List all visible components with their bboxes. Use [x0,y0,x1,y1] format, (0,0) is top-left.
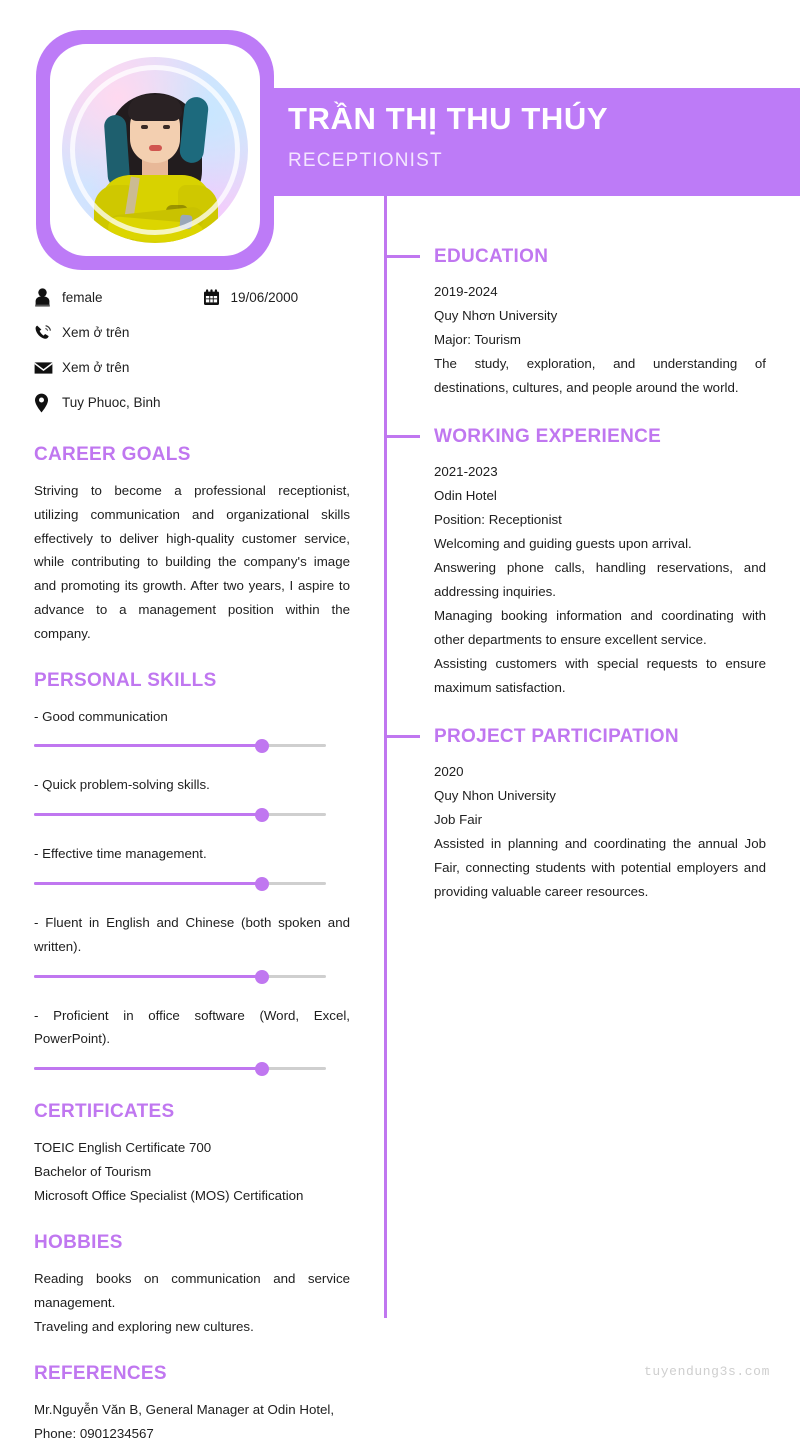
section-dash-icon [386,435,420,438]
contact-row-gender-birthdate [34,280,350,315]
project-description: Assisted in planning and coordinating the annual Job Fair, connecting students with potential employers and providing valuable career resources. [434,836,766,899]
right-column [434,246,766,930]
skill-item [34,773,350,823]
skill-item [34,842,350,892]
skill-slider[interactable] [34,807,326,823]
section-title-personal-skills: PERSONAL SKILLS [34,669,217,691]
section-title-working-experience: WORKING EXPERIENCE [434,426,662,447]
skill-item [34,911,350,985]
section-title-certificates: CERTIFICATES [34,1101,175,1123]
phone-value: Xem ở trên [62,325,130,340]
section-hobbies [34,1232,350,1339]
header-text-block [288,98,608,176]
skill-fill [34,744,262,747]
section-header-project-participation [434,726,766,748]
skill-item [34,705,350,755]
skill-knob[interactable] [255,1062,269,1076]
education-period: 2019-2024 [434,284,498,299]
experience-duty: Managing booking information and coordinating with other departments to ensure excellent service. [434,608,766,647]
contact-row-address [34,385,350,420]
left-column [34,280,350,1446]
skill-label: - Proficient in office software (Word, Excel, PowerPoint). [34,1007,350,1047]
skill-knob[interactable] [255,877,269,891]
skill-label: - Fluent in English and Chinese (both spoken and written). [34,914,350,954]
project-period: 2020 [434,764,464,779]
section-certificates [34,1101,350,1208]
experience-position: Position: Receptionist [434,512,562,527]
gender-value: female [62,290,103,305]
location-pin-icon [34,393,62,413]
skill-fill [34,1067,262,1070]
experience-duty: Answering phone calls, handling reservations, and addressing inquiries. [434,560,766,599]
section-dash-icon [386,735,420,738]
avatar [62,57,248,243]
experience-org: Odin Hotel [434,488,497,503]
hobbies-text: Reading books on communication and service management. [34,1271,350,1310]
reference-line: Phone: 0901234567 [34,1425,154,1441]
experience-period: 2021-2023 [434,464,498,479]
certificate-line: Microsoft Office Specialist (MOS) Certification [34,1188,304,1204]
page-title: TRẦN THỊ THU THÚY [288,101,609,136]
job-title: RECEPTIONIST [288,150,443,171]
section-title-project-participation: PROJECT PARTICIPATION [434,726,679,747]
avatar-ring [70,65,240,235]
section-title-education: EDUCATION [434,246,549,267]
column-divider-line [384,196,387,1318]
skill-fill [34,813,262,816]
section-references [34,1363,350,1446]
skill-slider[interactable] [34,1061,326,1077]
education-major: Major: Tourism [434,332,521,347]
project-name: Job Fair [434,812,483,827]
education-description: The study, exploration, and understanding of destinations, cultures, and people around the world. [434,356,766,395]
contact-row-phone [34,315,350,350]
hobbies-line-2: Traveling and exploring new cultures. [34,1318,254,1334]
career-goals-text: Striving to become a professional receptionist, utilizing communication and organizational skills effectively to deliver high-quality customer service, while contributing to building the company's image and promoting its growth. After two years, I aspire to advance to a management position within the company. [34,483,350,641]
skill-label: - Quick problem-solving skills. [34,777,210,793]
section-education [434,246,766,400]
experience-duty: Welcoming and guiding guests upon arrival. [434,536,692,551]
skill-item [34,1004,350,1078]
section-career-goals [34,444,350,646]
section-title-references: REFERENCES [34,1362,167,1384]
section-header-education [434,246,766,268]
skill-knob[interactable] [255,739,269,753]
section-title-hobbies: HOBBIES [34,1232,123,1254]
section-header-working-experience [434,426,766,448]
certificate-line: TOEIC English Certificate 700 [34,1140,212,1156]
person-icon [34,288,62,307]
skill-fill [34,975,262,978]
envelope-icon [34,361,62,375]
experience-duty: Assisting customers with special requests to ensure maximum satisfaction. [434,656,766,695]
skill-knob[interactable] [255,970,269,984]
birthdate-value: 19/06/2000 [230,290,299,305]
project-org: Quy Nhon University [434,788,556,803]
reference-line: Mr.Nguyễn Văn B, General Manager at Odin Hotel, [34,1401,335,1417]
skill-slider[interactable] [34,738,326,754]
contact-details [34,280,350,420]
site-watermark: tuyendung3s.com [643,1364,770,1379]
avatar-white-plate [50,44,260,256]
skill-slider[interactable] [34,969,326,985]
skill-fill [34,882,262,885]
certificate-line: Bachelor of Tourism [34,1164,152,1180]
phone-icon [34,324,62,342]
education-org: Quy Nhơn University [434,308,558,323]
section-project-participation [434,726,766,904]
skill-knob[interactable] [255,808,269,822]
avatar-frame [36,30,274,270]
email-value: Xem ở trên [62,360,130,375]
skill-slider[interactable] [34,876,326,892]
section-dash-icon [386,255,420,258]
skill-label: - Good communication [34,708,168,724]
address-value: Tuy Phuoc, Binh [62,395,161,410]
birthdate-group [203,289,299,306]
section-working-experience [434,426,766,700]
contact-row-email [34,350,350,385]
skill-label: - Effective time management. [34,846,207,862]
calendar-icon [203,289,231,306]
section-title-career-goals: CAREER GOALS [34,444,191,465]
section-personal-skills [34,670,350,1078]
